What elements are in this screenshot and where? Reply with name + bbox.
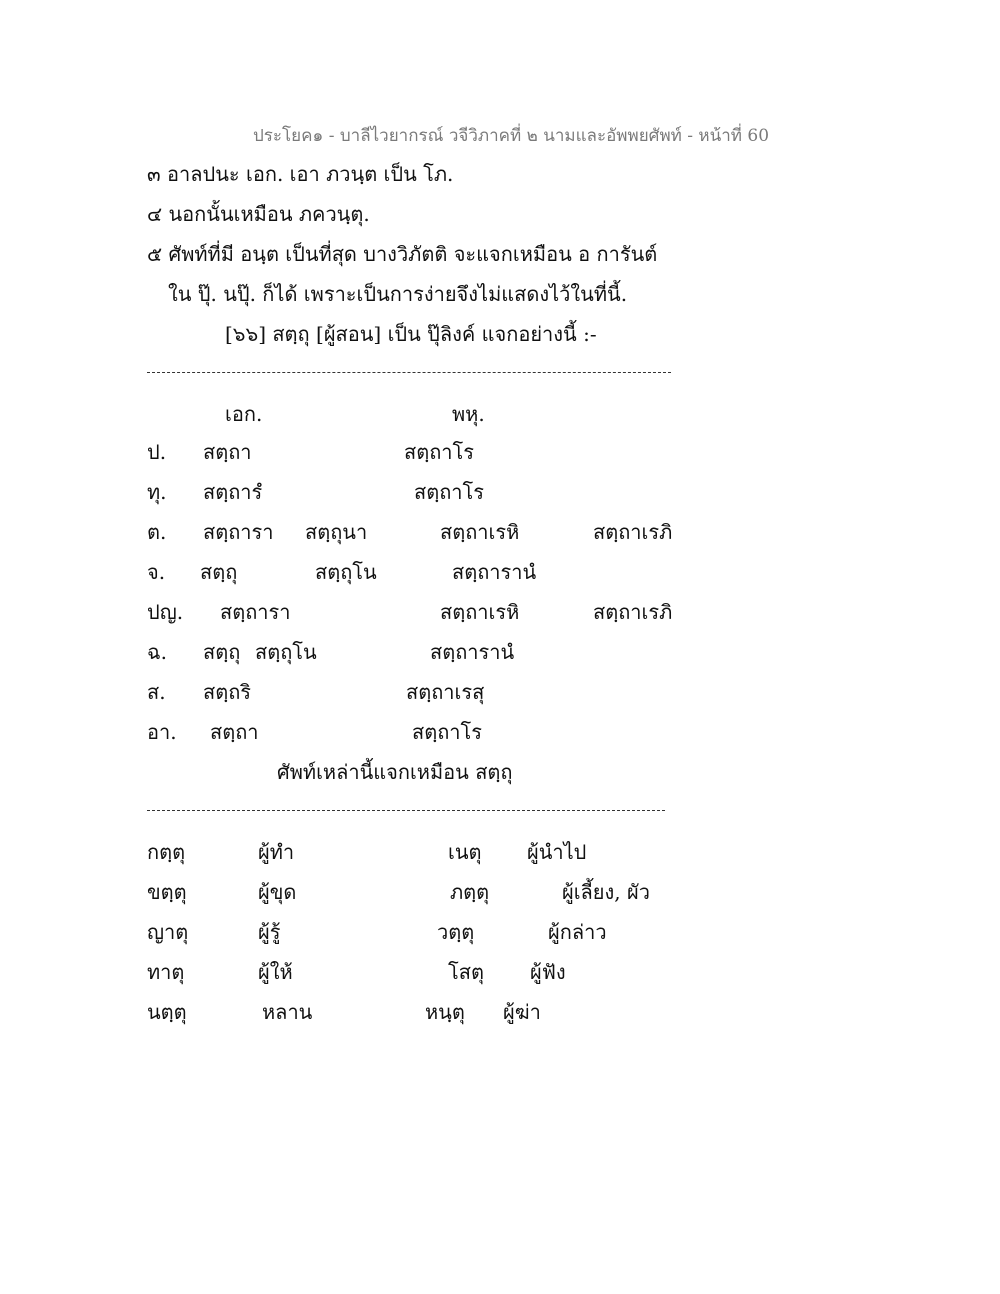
note-5-line-1: ๕ ศัพท์ที่มี อนฺต เป็นที่สุด บางวิภัตติ จะแจกเหมือน อ การันต์ bbox=[147, 242, 658, 266]
meaning: ผู้ขุด bbox=[258, 880, 297, 904]
singular-form: สตฺถารา bbox=[203, 520, 274, 544]
plural-form: สตฺถาเรหิ bbox=[440, 520, 520, 544]
case-label: จ. bbox=[147, 560, 166, 584]
plural-form-alt: สตฺถาเรภิ bbox=[593, 600, 673, 624]
note-3: ๓ อาลปนะ เอก. เอา ภวนฺต เป็น โภ. bbox=[147, 162, 454, 186]
case-label: ส. bbox=[147, 680, 166, 704]
singular-form-alt: สตฺถุนา bbox=[305, 520, 368, 544]
page-header: ประโยค๑ - บาลีไวยากรณ์ วจีวิภาคที่ ๒ นามและอัพพยศัพท์ - หน้าที่ 60 bbox=[253, 126, 770, 146]
meaning: ผู้ฟัง bbox=[530, 960, 566, 984]
singular-form: สตฺถารํ bbox=[203, 480, 263, 504]
singular-form: สตฺถุ bbox=[203, 640, 241, 664]
singular-form: สตฺถุ bbox=[200, 560, 238, 584]
plural-form: สตฺถาเรสุ bbox=[406, 680, 485, 704]
plural-form: สตฺถาเรหิ bbox=[440, 600, 520, 624]
note-4: ๔ นอกนั้นเหมือน ภควนฺตุ. bbox=[147, 202, 370, 226]
word: นตฺตุ bbox=[147, 1000, 187, 1024]
note-5-line-2: ใน ปุ๊. นปุ๊. ก็ได้ เพราะเป็นการง่ายจึงไม่แสดงไว้ในที่นี้. bbox=[168, 282, 628, 306]
plural-form: สตฺถารานํ bbox=[452, 560, 537, 584]
similar-words-title: ศัพท์เหล่านี้แจกเหมือน สตฺถุ bbox=[277, 760, 513, 784]
case-label: อา. bbox=[147, 720, 177, 744]
singular-form: สตฺถารา bbox=[220, 600, 291, 624]
meaning: ผู้ฆ่า bbox=[503, 1000, 541, 1024]
singular-form: สตฺถริ bbox=[203, 680, 252, 704]
case-label: ป. bbox=[147, 440, 167, 464]
meaning: ผู้กล่าว bbox=[548, 920, 607, 944]
word: วตฺตุ bbox=[437, 920, 475, 944]
meaning: ผู้รู้ bbox=[258, 920, 281, 944]
meaning: ผู้ให้ bbox=[258, 960, 293, 984]
section-title: [๖๖] สตฺถุ [ผู้สอน] เป็น ปุ๊ลิงค์ แจกอย่างนี้ :- bbox=[225, 322, 597, 346]
singular-form: สตฺถา bbox=[203, 440, 252, 464]
case-label: ต. bbox=[147, 520, 167, 544]
word: ภตฺตุ bbox=[450, 880, 490, 904]
plural-header: พหุ. bbox=[452, 402, 485, 426]
plural-form: สตฺถารานํ bbox=[430, 640, 515, 664]
meaning: ผู้เลี้ยง, ผัว bbox=[562, 880, 650, 904]
word: ขตฺตุ bbox=[147, 880, 187, 904]
plural-form: สตฺถาโร bbox=[414, 480, 485, 504]
word: ญาตุ bbox=[147, 920, 189, 944]
meaning: หลาน bbox=[262, 1000, 313, 1024]
case-label: ฉ. bbox=[147, 640, 167, 664]
plural-form: สตฺถาโร bbox=[404, 440, 475, 464]
singular-header: เอก. bbox=[225, 402, 263, 426]
divider-bottom bbox=[147, 810, 665, 811]
plural-form-alt: สตฺถาเรภิ bbox=[593, 520, 673, 544]
word: เนตุ bbox=[448, 840, 482, 864]
divider-top bbox=[147, 372, 671, 373]
plural-form: สตฺถาโร bbox=[412, 720, 483, 744]
singular-form: สตฺถา bbox=[210, 720, 259, 744]
word: โสตุ bbox=[448, 960, 484, 984]
meaning: ผู้ทำ bbox=[258, 840, 295, 864]
meaning: ผู้นำไป bbox=[527, 840, 587, 864]
singular-form-alt: สตฺถุโน bbox=[255, 640, 317, 664]
case-label: ปญ. bbox=[147, 600, 184, 624]
case-label: ทุ. bbox=[147, 480, 167, 504]
singular-form-alt: สตฺถุโน bbox=[315, 560, 377, 584]
word: หนฺตุ bbox=[425, 1000, 465, 1024]
word: กตฺตุ bbox=[147, 840, 186, 864]
word: ทาตุ bbox=[147, 960, 185, 984]
